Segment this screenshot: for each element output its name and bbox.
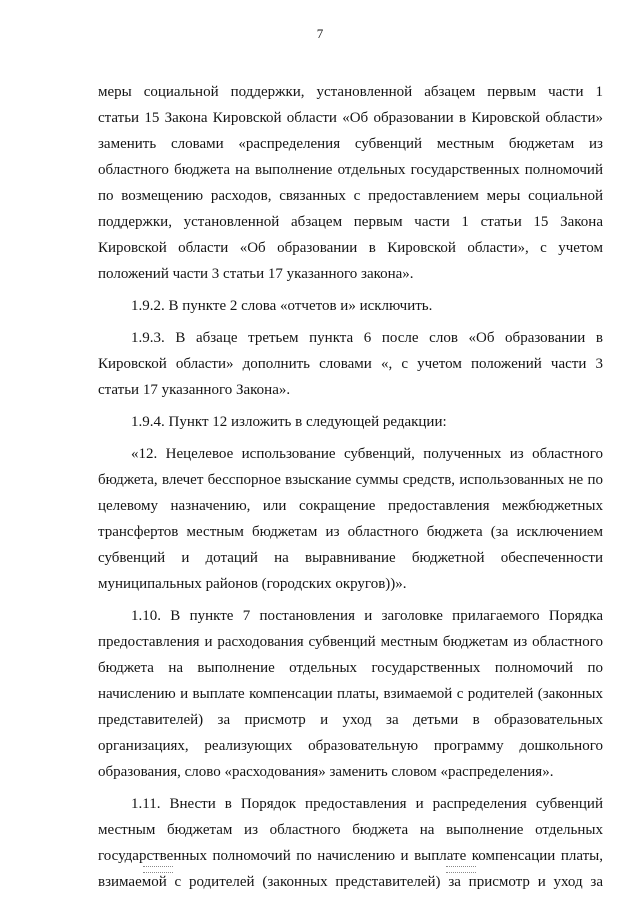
page-number: 7 bbox=[316, 26, 324, 41]
paragraph-1-9-2: 1.9.2. В пункте 2 слова «отчетов и» исключить. bbox=[131, 298, 433, 314]
text-line: бюджета на выполнение отдельных государственных полномочий по bbox=[98, 660, 603, 676]
text-line: бюджета, влечет бесспорное взыскание суммы средств, использованных не по bbox=[98, 472, 603, 488]
text-line: начислению и выплате компенсации платы, взимаемой с родителей (законных bbox=[98, 686, 603, 702]
text-line: Кировской области «Об образовании в Кировской области», с учетом bbox=[98, 240, 603, 256]
text-line: статьи 15 Закона Кировской области «Об образовании в Кировской области» bbox=[98, 110, 603, 126]
text-line: трансфертов местным бюджетам из областного бюджета (за исключением bbox=[98, 524, 603, 540]
paragraph-1-9-4: 1.9.4. Пункт 12 изложить в следующей редакции: bbox=[131, 414, 447, 430]
text-line: меры социальной поддержки, установленной абзацем первым части 1 bbox=[98, 84, 603, 100]
footer-scan-mark-right bbox=[446, 862, 476, 876]
text-line: организациях, реализующих образовательную программу дошкольного bbox=[98, 738, 603, 754]
text-line: по возмещению расходов, связанных с предоставлением меры социальной bbox=[98, 188, 603, 204]
text-line: положений части 3 статьи 17 указанного закона». bbox=[98, 266, 414, 282]
footer-scan-mark-left bbox=[143, 862, 173, 876]
text-line: целевому назначению, или сокращение предоставления межбюджетных bbox=[98, 498, 603, 514]
text-line: заменить словами «распределения субвенций местным бюджетам из bbox=[98, 136, 603, 152]
document-body bbox=[98, 79, 603, 895]
quoted-paragraph-12: «12. Нецелевое использование субвенций, полученных из областного bbox=[131, 446, 603, 462]
paragraph-1-9-3: 1.9.3. В абзаце третьем пункта 6 после слов «Об образовании в bbox=[131, 330, 603, 346]
text-line: областного бюджета на выполнение отдельных государственных полномочий bbox=[98, 162, 603, 178]
text-line: предоставления и расходования субвенций местным бюджетам из областного bbox=[98, 634, 603, 650]
text-line: субвенций и дотаций на выравнивание бюджетной обеспеченности bbox=[98, 550, 603, 566]
paragraph-1-10: 1.10. В пункте 7 постановления и заголовке прилагаемого Порядка bbox=[131, 608, 603, 624]
text-line: представителей) за присмотр и уход за детьми в образовательных bbox=[98, 712, 603, 728]
text-line: поддержки, установленной абзацем первым части 1 статьи 15 Закона bbox=[98, 214, 603, 230]
paragraph-1-11: 1.11. Внести в Порядок предоставления и распределения субвенций bbox=[131, 796, 603, 812]
text-line: государственных полномочий по начислению и выплате компенсации платы, bbox=[98, 848, 603, 864]
text-line: образования, слово «расходования» заменить словом «распределения». bbox=[98, 764, 554, 780]
text-line: взимаемой с родителей (законных представителей) за присмотр и уход за bbox=[98, 874, 603, 890]
text-line: Кировской области» дополнить словами «, с учетом положений части 3 bbox=[98, 356, 603, 372]
text-line: статьи 17 указанного Закона». bbox=[98, 382, 291, 398]
text-line: местным бюджетам из областного бюджета на выполнение отдельных bbox=[98, 822, 603, 838]
text-line: муниципальных районов (городских округов))». bbox=[98, 576, 407, 592]
